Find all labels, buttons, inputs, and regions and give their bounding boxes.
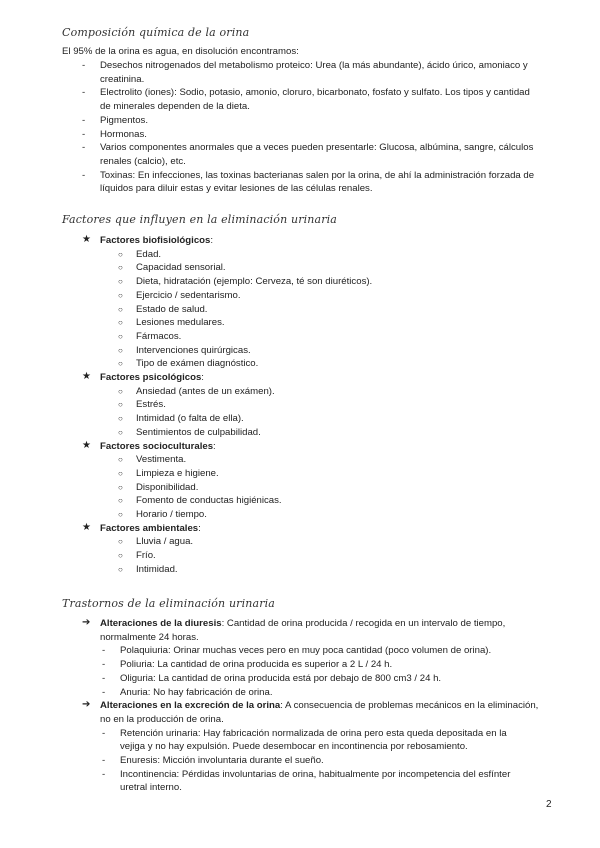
disorder-group-line	[100, 699, 562, 713]
list-item	[82, 494, 562, 508]
colon: :	[198, 522, 201, 534]
list-item	[82, 86, 562, 113]
factor-group-label: Factores psicológicos	[100, 372, 202, 384]
list-item	[82, 114, 562, 128]
circle-bullet-icon: ○	[118, 249, 123, 259]
item-text: Poliuria: La cantidad de orina producida es superior a 2 L / 24 h.	[120, 659, 393, 671]
item-text: Intervenciones quirúrgicas.	[136, 344, 251, 356]
item-text: Sentimientos de culpabilidad.	[136, 426, 261, 438]
disorder-group-line	[100, 617, 562, 631]
dash-bullet: -	[102, 686, 106, 698]
list-item	[82, 658, 562, 672]
list-item	[82, 563, 562, 577]
circle-bullet-icon: ○	[118, 414, 123, 424]
list-item	[82, 128, 562, 142]
list-item	[82, 727, 562, 754]
item-text: Estrés.	[136, 399, 166, 411]
list-item	[82, 357, 562, 371]
dash-bullet: -	[102, 645, 106, 657]
arrow-bullet-icon: ➔	[82, 617, 91, 628]
list-item	[82, 289, 562, 303]
list-item	[82, 508, 562, 522]
item-text-cont: creatinina.	[100, 73, 145, 85]
item-text: Intimidad (o falta de ella).	[136, 413, 244, 425]
section-title-trastornos: Trastornos de la eliminación urinaria	[62, 597, 275, 610]
disorder-group-label: Alteraciones de la diuresis	[100, 618, 222, 629]
circle-bullet-icon: ○	[118, 468, 123, 478]
dash-bullet: -	[82, 114, 86, 126]
dash-bullet: -	[82, 142, 86, 154]
item-text: Limpieza e higiene.	[136, 467, 219, 479]
dash-bullet: -	[82, 87, 86, 99]
dash-bullet: -	[102, 659, 106, 671]
list-item	[82, 141, 562, 168]
circle-bullet-icon: ○	[118, 482, 123, 492]
star-bullet-icon: ★	[82, 521, 91, 533]
list-item	[82, 467, 562, 481]
dash-bullet: -	[102, 727, 106, 739]
circle-bullet-icon: ○	[118, 345, 123, 355]
dash-bullet: -	[82, 60, 86, 71]
circle-bullet-icon: ○	[118, 455, 123, 465]
colon: :	[213, 440, 216, 452]
item-text: Dieta, hidratación (ejemplo: Cerveza, té son diuréticos).	[136, 276, 373, 288]
item-text: Vestimenta.	[136, 454, 187, 466]
item-text: Electrolito (iones): Sodio, potasio, amonio, cloruro, bicarbonato, fosfato y sulfato. Los tipos y cantidad	[100, 87, 530, 99]
circle-bullet-icon: ○	[118, 290, 123, 300]
list-item	[82, 535, 562, 549]
circle-bullet-icon: ○	[118, 427, 123, 437]
list-item	[82, 453, 562, 467]
list-item	[82, 275, 562, 289]
list-item	[82, 330, 562, 344]
list-item	[82, 686, 562, 700]
arrow-bullet-icon: ➔	[82, 699, 91, 711]
item-text-cont: uretral interno.	[120, 782, 182, 794]
list-item	[82, 426, 562, 440]
circle-bullet-icon: ○	[118, 359, 123, 369]
factor-group	[82, 371, 562, 385]
list-item	[82, 303, 562, 317]
item-text: Oliguria: La cantidad de orina producida está por debajo de 800 cm3 / 24 h.	[120, 672, 442, 684]
item-text: Lesiones medulares.	[136, 317, 225, 329]
circle-bullet-icon: ○	[118, 304, 123, 314]
item-text: Fomento de conductas higiénicas.	[136, 495, 282, 507]
circle-bullet-icon: ○	[118, 510, 123, 520]
list-item	[82, 768, 562, 795]
circle-bullet-icon: ○	[118, 551, 123, 561]
colon: :	[201, 372, 204, 384]
list-item	[82, 549, 562, 563]
circle-bullet-icon: ○	[118, 331, 123, 341]
composicion-list	[82, 59, 562, 196]
disorder-group-label: Alteraciones en la excreción de la orina	[100, 700, 281, 712]
list-item	[82, 344, 562, 358]
factor-group-label: Factores biofisiológicos	[100, 235, 211, 246]
list-item	[82, 481, 562, 495]
trastornos-list	[82, 617, 562, 795]
item-text: Varios componentes anormales que a veces pueden presentarle: Glucosa, albúmina, sangre, cálculos	[100, 142, 534, 154]
factor-group	[82, 440, 562, 454]
disorder-group-desc: : Cantidad de orina producida / recogida en un intervalo de tiempo,	[221, 618, 506, 629]
item-text-cont: vejiga y no hay expulsión. Puede desembocar en incontinencia por rebosamiento.	[120, 741, 468, 753]
circle-bullet-icon: ○	[118, 537, 123, 547]
disorder-group	[82, 617, 562, 644]
item-text-cont: de minerales dependen de la dieta.	[100, 101, 250, 113]
item-text: Tipo de exámen diagnóstico.	[136, 358, 259, 370]
circle-bullet-icon: ○	[118, 318, 123, 328]
item-text: Lluvia / agua.	[136, 536, 194, 548]
item-text: Desechos nitrogenados del metabolismo proteico: Urea (la más abundante), ácido úrico, amoniaco y	[100, 60, 528, 71]
circle-bullet-icon: ○	[118, 386, 123, 396]
item-text-cont: renales (calcio), etc.	[100, 155, 186, 167]
item-text: Toxinas: En infecciones, las toxinas bacterianas salen por la orina, de ahí la administración forzada de	[100, 169, 535, 181]
factor-group	[82, 522, 562, 536]
dash-bullet: -	[82, 169, 86, 181]
disorder-group-desc: : A consecuencia de problemas mecánicos en la eliminación,	[280, 700, 539, 712]
list-item	[82, 644, 562, 658]
composicion-intro: El 95% de la orina es agua, en disolución encontramos:	[62, 46, 299, 57]
circle-bullet-icon: ○	[118, 400, 123, 410]
list-item	[82, 316, 562, 330]
item-text: Estado de salud.	[136, 303, 208, 315]
item-text: Frío.	[136, 550, 156, 562]
list-item	[82, 398, 562, 412]
item-text: Anuria: No hay fabricación de orina.	[120, 686, 273, 698]
list-item	[82, 261, 562, 275]
item-text: Edad.	[136, 248, 162, 260]
disorder-group-desc-cont: no en la producción de orina.	[100, 713, 224, 725]
list-item	[82, 169, 562, 196]
list-item	[82, 754, 562, 768]
factores-list	[82, 234, 562, 577]
dash-bullet: -	[102, 672, 106, 684]
item-text: Polaquiuria: Orinar muchas veces pero en muy poca cantidad (poco volumen de orina).	[120, 645, 492, 657]
disorder-group-desc-cont: normalmente 24 horas.	[100, 631, 199, 643]
page-number: 2	[546, 799, 552, 810]
item-text: Disponibilidad.	[136, 481, 199, 493]
list-item	[82, 59, 562, 86]
item-text: Fármacos.	[136, 330, 182, 342]
dash-bullet: -	[82, 128, 86, 140]
star-bullet-icon: ★	[82, 371, 91, 383]
factor-group-label: Factores socioculturales	[100, 440, 214, 452]
section-title-composicion: Composición química de la orina	[62, 26, 250, 39]
item-text: Pigmentos.	[100, 114, 148, 126]
dash-bullet: -	[102, 768, 106, 780]
item-text: Enuresis: Micción involuntaria durante el sueño.	[120, 755, 324, 767]
circle-bullet-icon: ○	[118, 263, 123, 273]
item-text: Ejercicio / sedentarismo.	[136, 289, 241, 301]
list-item	[82, 385, 562, 399]
star-bullet-icon: ★	[82, 439, 91, 451]
factor-group-label: Factores ambientales	[100, 522, 199, 534]
list-item	[82, 672, 562, 686]
item-text: Horario / tiempo.	[136, 509, 207, 521]
item-text-cont: líquidos para diluir estas y evitar lesiones de las células renales.	[100, 183, 373, 195]
section-title-factores: Factores que influyen en la eliminación urinaria	[62, 213, 337, 226]
circle-bullet-icon: ○	[118, 564, 123, 574]
star-bullet-icon: ★	[82, 234, 91, 245]
dash-bullet: -	[102, 755, 106, 767]
disorder-group	[82, 699, 562, 726]
item-text: Retención urinaria: Hay fabricación normalizada de orina pero esta queda depositada en la	[120, 727, 507, 739]
factor-group	[82, 234, 562, 248]
item-text: Intimidad.	[136, 563, 178, 575]
item-text: Incontinencia: Pérdidas involuntarias de orina, habitualmente por incompetencia del esfínter	[120, 768, 511, 780]
list-item	[82, 412, 562, 426]
list-item	[82, 248, 562, 262]
item-text: Capacidad sensorial.	[136, 262, 226, 274]
circle-bullet-icon: ○	[118, 277, 123, 287]
item-text: Ansiedad (antes de un exámen).	[136, 385, 275, 397]
colon: :	[210, 235, 214, 246]
item-text: Hormonas.	[100, 128, 147, 140]
circle-bullet-icon: ○	[118, 496, 123, 506]
